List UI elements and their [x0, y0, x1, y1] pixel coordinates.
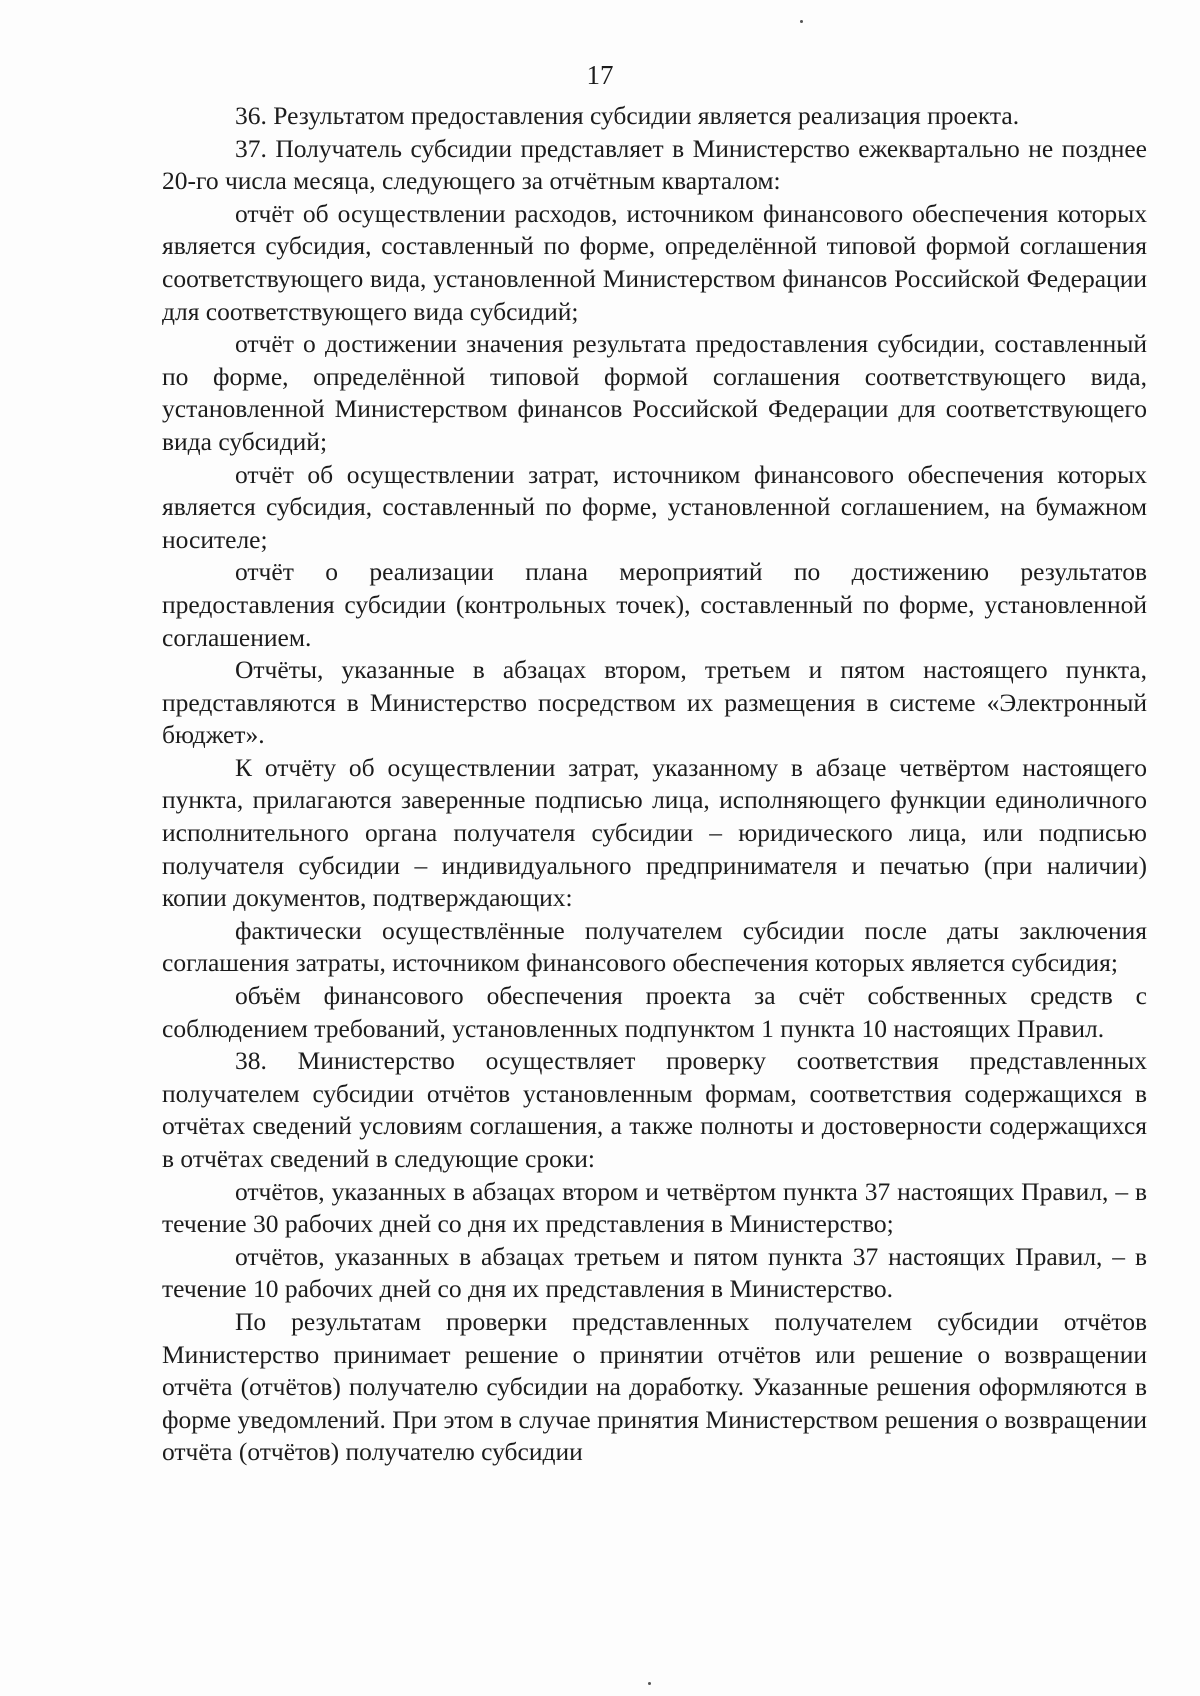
paragraph: Отчёты, указанные в абзацах втором, третьем и пятом настоящего пункта, представляются в Министерство посредством их размещения в системе «Электронный бюджет».	[162, 655, 1147, 750]
paragraph-item-37: 37. Получатель субсидии представляет в Министерство ежеквартально не позднее 20-го числа месяца, следующего за отчётным кварталом:	[162, 133, 1147, 196]
paragraph: объём финансового обеспечения проекта за счёт собственных средств с соблюдением требований, установленных подпунктом 1 пункта 10 настоящих Правил.	[162, 981, 1147, 1043]
paragraph-item-36: 36. Результатом предоставления субсидии является реализация проекта.	[235, 101, 1020, 130]
paragraph: отчётов, указанных в абзацах третьем и пятом пункта 37 настоящих Правил, – в течение 10 рабочих дней со дня их представления в Министерство.	[162, 1241, 1147, 1304]
scan-speck	[648, 1682, 651, 1685]
scan-speck	[800, 20, 803, 23]
paragraph: К отчёту об осуществлении затрат, указанному в абзаце четвёртом настоящего пункта, прилагаются заверенные подписью лица, исполняющего функции единоличного исполнительного органа получателя субсидии – юридического лица, или подписью получателя субсидии – индивидуального предпринимателя и печатью (при наличии) копии документов, подтверждающих:	[162, 752, 1147, 913]
paragraph: отчёт о реализации плана мероприятий по достижению результатов предоставления субсидии (контрольных точек), составленный по форме, установленной соглашением.	[162, 557, 1147, 652]
paragraph: фактически осуществлённые получателем субсидии после даты заключения соглашения затраты, источником финансового обеспечения которых является субсидия;	[162, 915, 1147, 978]
document-body	[162, 100, 1147, 1469]
paragraph: отчётов, указанных в абзацах втором и четвёртом пункта 37 настоящих Правил, – в течение 30 рабочих дней со дня их представления в Министерство;	[162, 1176, 1147, 1239]
paragraph: отчёт об осуществлении затрат, источником финансового обеспечения которых является субсидия, составленный по форме, установленной соглашением, на бумажном носителе;	[162, 459, 1147, 554]
paragraph-item-38: 38. Министерство осуществляет проверку соответствия представленных получателем субсидии отчётов установленным формам, соответствия содержащихся в отчётах сведений условиям соглашения, а также полноты и достоверности содержащихся в отчётах сведений в следующие сроки:	[162, 1046, 1147, 1173]
paragraph: отчёт о достижении значения результата предоставления субсидии, составленный по форме, определённой типовой формой соглашения соответствующего вида, установленной Министерством финансов Российской Федерации для соответствующего вида субсидий;	[162, 329, 1147, 456]
paragraph: По результатам проверки представленных получателем субсидии отчётов Министерство принимает решение о принятии отчётов или решение о возвращении отчёта (отчётов) получателю субсидии на доработку. Указанные решения оформляются в форме уведомлений. При этом в случае принятия Министерством решения о возвращении отчёта (отчётов) получателю субсидии	[162, 1306, 1147, 1467]
paragraph: отчёт об осуществлении расходов, источником финансового обеспечения которых является субсидия, составленный по форме, определённой типовой формой соглашения соответствующего вида, установленной Министерством финансов Российской Федерации для соответствующего вида субсидий;	[162, 198, 1147, 326]
page-number: 17	[586, 60, 614, 90]
